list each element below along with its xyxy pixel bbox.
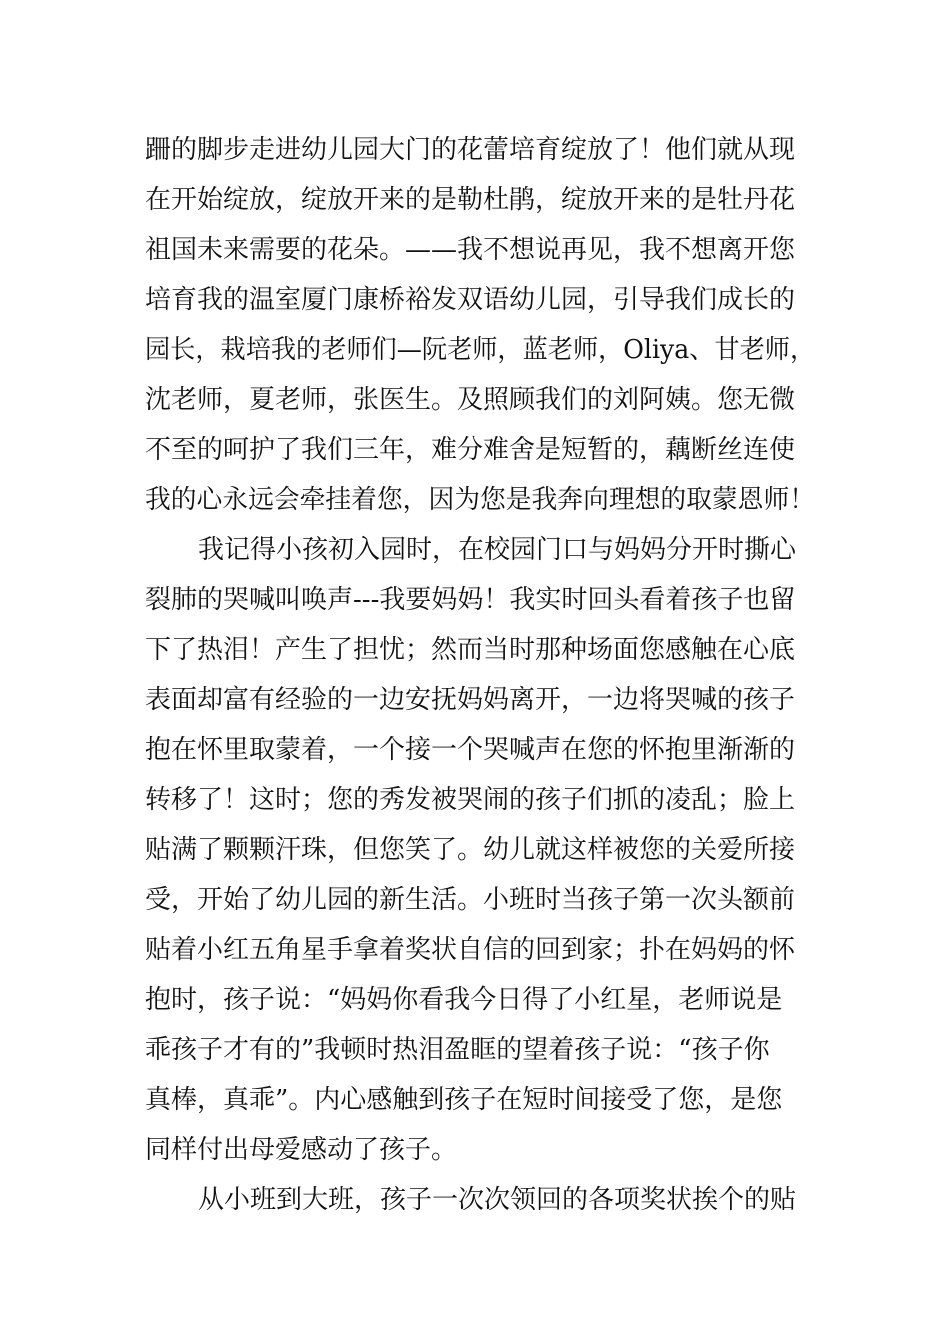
text-line: 不至的呵护了我们三年，难分难舍是短暂的，藕断丝连使 [145, 435, 796, 465]
text-line: 抱时，孩子说：“妈妈你看我今日得了小红星，老师说是 [145, 985, 783, 1015]
text-line: 抱在怀里取蒙着，一个接一个哭喊声在您的怀抱里渐渐的 [145, 735, 796, 765]
text-line: 贴满了颗颗汗珠，但您笑了。幼儿就这样被您的关爱所接 [145, 835, 796, 865]
text-line: 乖孩子才有的”我顿时热泪盈眶的望着孩子说：“孩子你 [145, 1035, 770, 1065]
text-line: 沈老师，夏老师，张医生。及照顾我们的刘阿姨。您无微 [145, 385, 796, 415]
text-line: 转移了！这时；您的秀发被哭闹的孩子们抓的凌乱；脸上 [145, 785, 796, 815]
paragraph-first-line: 从小班到大班，孩子一次次领回的各项奖状挨个的贴 [198, 1185, 797, 1215]
text-line: 祖国未来需要的花朵。——我不想说再见，我不想离开您 [145, 235, 796, 265]
text-line: 表面却富有经验的一边安抚妈妈离开，一边将哭喊的孩子 [145, 685, 796, 715]
text-line: 同样付出母爱感动了孩子。 [145, 1135, 458, 1165]
text-line: 园长，栽培我的老师们—阮老师，蓝老师，Oliya、甘老师， [145, 335, 816, 365]
text-line: 跚的脚步走进幼儿园大门的花蕾培育绽放了！他们就从现 [145, 135, 796, 165]
text-line: 在开始绽放，绽放开来的是勒杜鹃，绽放开来的是牡丹花 [145, 185, 796, 215]
paragraph-first-line: 我记得小孩初入园时，在校园门口与妈妈分开时撕心 [198, 535, 797, 565]
text-line: 培育我的温室厦门康桥裕发双语幼儿园，引导我们成长的 [145, 285, 796, 315]
text-line: 真棒，真乖”。内心感触到孩子在短时间接受了您，是您 [145, 1085, 783, 1115]
text-line: 我的心永远会牵挂着您，因为您是我奔向理想的取蒙恩师！ [145, 485, 815, 515]
text-line: 贴着小红五角星手拿着奖状自信的回到家；扑在妈妈的怀 [145, 935, 796, 965]
text-line: 裂肺的哭喊叫唤声---我要妈妈！我实时回头看着孩子也留 [145, 585, 796, 615]
text-line: 受，开始了幼儿园的新生活。小班时当孩子第一次头额前 [145, 885, 796, 915]
text-line: 下了热泪！产生了担忧；然而当时那种场面您感触在心底 [145, 635, 796, 665]
